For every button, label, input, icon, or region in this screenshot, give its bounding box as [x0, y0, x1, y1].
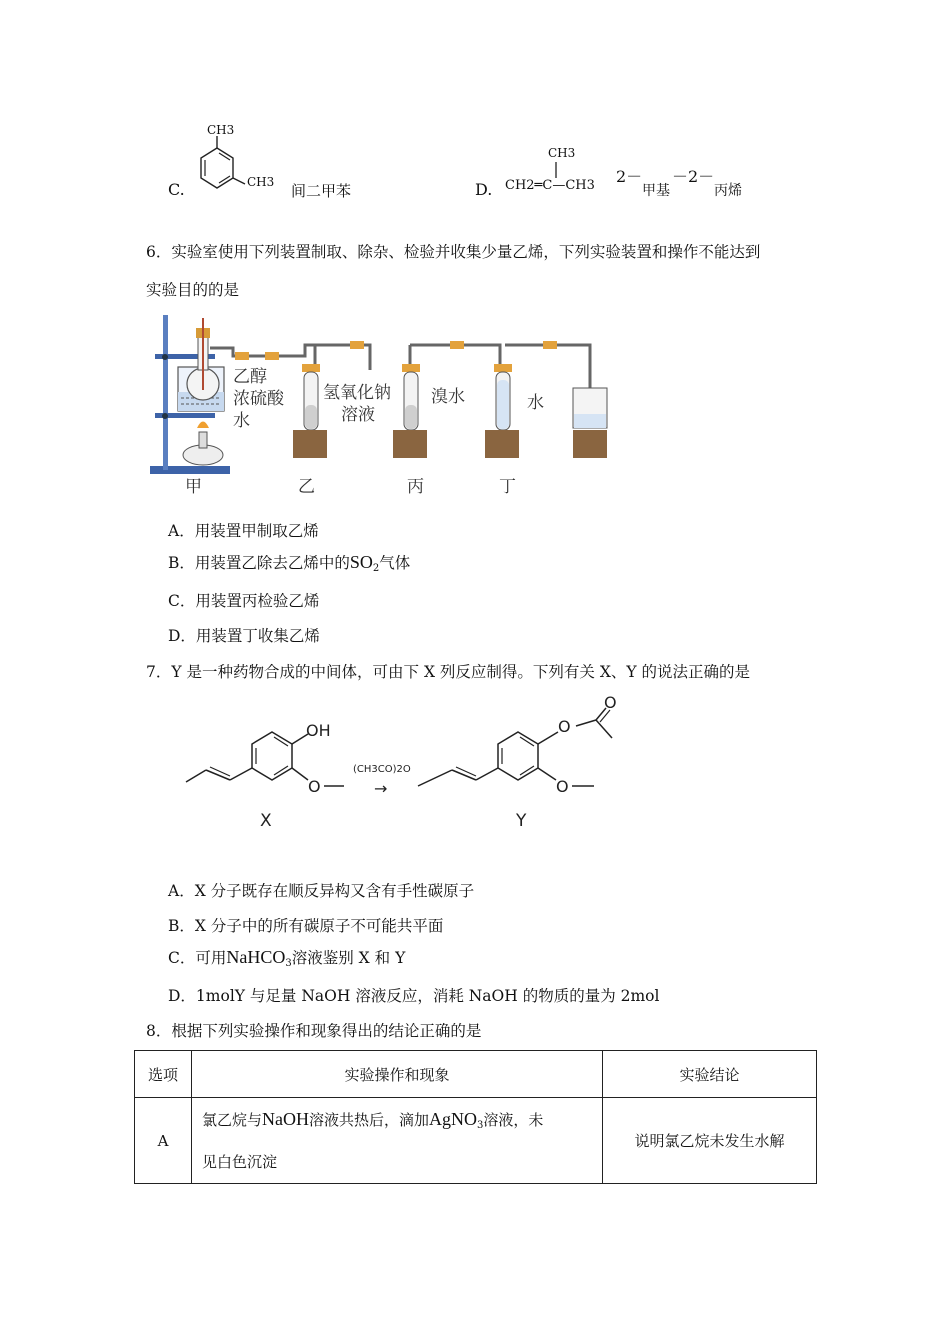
header-conclusion: 实验结论 — [603, 1051, 817, 1098]
q5-d-vertical-bond — [554, 162, 558, 178]
q5-d-sub-b: 丙烯 — [714, 183, 742, 199]
header-operation: 实验操作和现象 — [192, 1051, 603, 1098]
q8-experiment-table — [134, 1050, 817, 1184]
q5-d-name-a: 2－ — [616, 167, 643, 186]
row-a-option: A — [135, 1098, 192, 1184]
label-y: Y — [516, 811, 527, 831]
x-o-label: O — [308, 777, 321, 796]
q7-option-a: A．X 分子既存在顺反异构又含有手性碳原子 — [168, 882, 475, 900]
op-sub: 3 — [477, 1120, 484, 1131]
apparatus-water-bath: 水 — [233, 411, 250, 431]
q5-option-d-letter: D. — [475, 180, 493, 199]
apparatus-label-yi: 乙 — [298, 477, 315, 497]
op-formula-naoh: NaOH — [262, 1109, 310, 1129]
op-pre: 氯乙烷与 — [202, 1111, 263, 1129]
q7-option-c-sub: 3 — [285, 958, 292, 969]
x-oh-label: OH — [306, 721, 331, 740]
q7-option-c — [168, 946, 405, 969]
apparatus-label-jia: 甲 — [185, 477, 202, 497]
q5-option-c-letter: C. — [168, 180, 185, 199]
q8-stem: 8．根据下列实验操作和现象得出的结论正确的是 — [146, 1022, 482, 1040]
q7-option-b: B．X 分子中的所有碳原子不可能共平面 — [168, 917, 444, 935]
q5-d-name-b: －2－ — [672, 167, 715, 186]
row-a-conclusion: 说明氯乙烷未发生水解 — [603, 1098, 817, 1184]
q7-option-c-formula: NaHCO — [226, 947, 286, 967]
apparatus-label-ding: 丁 — [499, 477, 516, 497]
q6-stem-line2: 实验目的的是 — [146, 281, 240, 299]
y-o-ester: O — [558, 717, 571, 736]
op-mid: 溶液共热后，滴加 — [309, 1111, 430, 1129]
row-a-operation — [192, 1098, 603, 1184]
q6-stem-line1: 6．实验室使用下列装置制取、除杂、检验并收集少量乙烯，下列实验装置和操作不能达到 — [146, 243, 761, 261]
op-post: 溶液，未 — [483, 1111, 544, 1129]
apparatus-label-bing: 丙 — [407, 477, 424, 497]
apparatus-water: 水 — [527, 393, 544, 413]
q7-option-d: D．1molY 与足量 NaOH 溶液反应，消耗 NaOH 的物质的量为 2mol — [168, 987, 660, 1005]
reagent-label: (CH3CO)2O — [353, 764, 411, 775]
q6-option-b-formula: SO — [349, 552, 373, 572]
apparatus-naoh-1: 氢氧化钠 — [323, 383, 391, 403]
q6-option-d: D．用装置丁收集乙烯 — [168, 627, 320, 645]
op-line2: 见白色沉淀 — [202, 1153, 278, 1171]
y-o-methoxy: O — [556, 777, 569, 796]
reaction-arrow: → — [374, 779, 388, 798]
apparatus-sulfuric-acid: 浓硫酸 — [233, 389, 284, 409]
q7-option-c-post: 溶液鉴别 X 和 Y — [291, 949, 406, 967]
q7-option-c-pre: C．可用 — [168, 949, 227, 967]
op-formula-agno3: AgNO — [429, 1109, 478, 1129]
header-option: 选项 — [135, 1051, 192, 1098]
q5-d-top-group: CH3 — [548, 146, 576, 160]
apparatus-naoh-2: 溶液 — [341, 405, 375, 425]
q5-c-ch3-right: CH3 — [247, 175, 275, 189]
label-x: X — [260, 811, 272, 831]
q5-c-ch3-top: CH3 — [207, 123, 235, 137]
table-row — [135, 1098, 817, 1184]
table-header-row — [135, 1051, 817, 1098]
q5-option-c-name: 间二甲苯 — [291, 182, 352, 200]
q6-option-b-pre: B．用装置乙除去乙烯中的 — [168, 554, 350, 572]
q7-stem: 7．Y 是一种药物合成的中间体，可由下 X 列反应制得。下列有关 X、Y 的说法正确的是 — [146, 663, 751, 681]
q6-option-c: C．用装置丙检验乙烯 — [168, 592, 320, 610]
y-o-carbonyl: O — [604, 693, 617, 712]
q5-option-d — [470, 140, 770, 205]
q7-reaction-scheme — [160, 690, 640, 840]
q6-option-b-post: 气体 — [379, 554, 411, 572]
q5-option-c — [165, 118, 405, 203]
apparatus-bromine-water: 溴水 — [431, 387, 465, 407]
apparatus-ethanol: 乙醇 — [233, 367, 267, 387]
q6-option-b-sub: 2 — [372, 563, 380, 574]
q6-option-a: A．用装置甲制取乙烯 — [168, 522, 319, 540]
q5-d-formula: CH2═C—CH3 — [505, 178, 595, 193]
q6-apparatus-diagram — [145, 310, 620, 505]
q6-option-b — [168, 551, 410, 574]
q5-d-sub-a: 甲基 — [642, 183, 670, 199]
